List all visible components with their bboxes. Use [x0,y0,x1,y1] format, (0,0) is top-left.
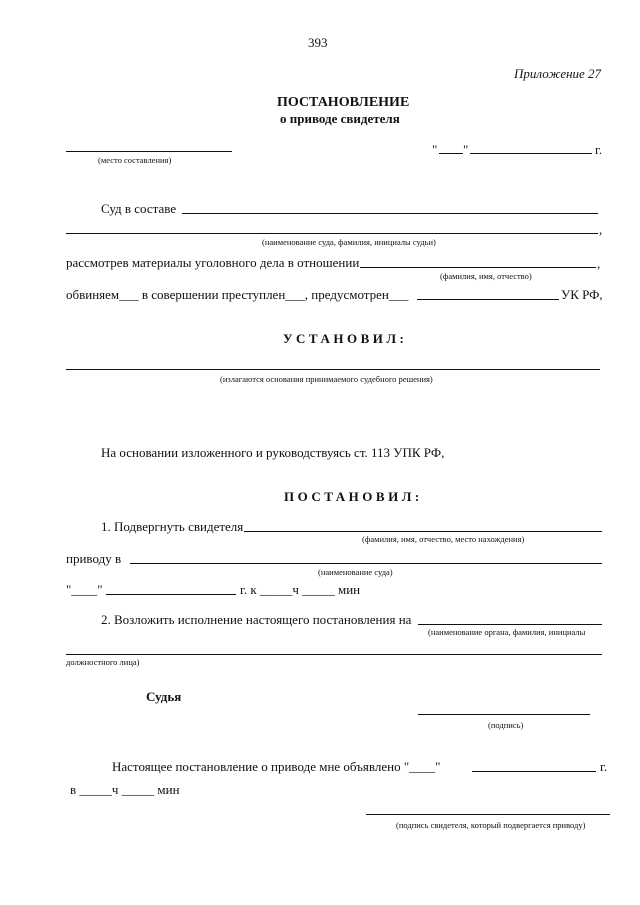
place-caption: (место составления) [98,155,172,165]
date2-month-line [106,594,236,595]
announce-text: Настоящее постановление о приводе мне объявлено "____" [112,759,441,774]
drive-label: приводу в [66,551,122,566]
witness-caption: (подпись свидетеля, который подвергается приводу) [396,820,586,830]
court-caption: (наименование суда, фамилия, инициалы судьи) [262,237,436,247]
item1-caption: (фамилия, имя, отчество, место нахождения) [362,534,525,544]
date2-time: г. к _____ч _____ мин [240,582,361,597]
witness-signature-line [366,814,610,815]
grounds-caption: (излагаются основания принимаемого судебного решения) [220,374,433,384]
announce-month-line [472,771,596,772]
basis-text: На основании изложенного и руководствуясь ст. 113 УПК РФ, [101,445,445,460]
uk-text: УК РФ, [561,287,603,302]
item2-caption-a: (наименование органа, фамилия, инициалы [428,627,586,637]
judge-label: Судья [146,689,182,704]
drive-line [130,563,602,564]
decreed-heading: ПОСТАНОВИЛ: [284,489,423,504]
page-number: 393 [308,35,328,50]
date2-prefix: "____" [66,582,103,597]
item2-caption-b: должностного лица) [66,657,140,667]
established-heading: УСТАНОВИЛ: [283,331,408,346]
signature-line [418,714,590,715]
fio-caption: (фамилия, имя, отчество) [440,271,532,281]
date-month-line [470,153,592,154]
item2-line-2 [66,654,602,655]
item2-text: 2. Возложить исполнение настоящего постановления на [101,612,412,627]
place-line [66,151,232,152]
date-quote-close: " [463,142,469,157]
item2-line [418,624,602,625]
court-line-comma: , [599,222,603,237]
date-day-line [439,153,463,154]
date-year-suffix: г. [595,142,603,157]
article-line [417,299,559,300]
court-label: Суд в составе [101,201,177,216]
item1-text: 1. Подвергнуть свидетеля [101,519,244,534]
document-subtitle: о приводе свидетеля [280,111,400,126]
court-line-2 [66,233,598,234]
fio-line [360,267,596,268]
fio-line-comma: , [597,256,601,271]
appendix-label: Приложение 27 [514,66,602,81]
court-name-caption: (наименование суда) [318,567,393,577]
court-line-1 [182,213,598,214]
date-quote-open: " [432,142,438,157]
announce-year: г. [600,759,608,774]
time-text: в _____ч _____ мин [70,782,180,797]
signature-caption: (подпись) [488,720,524,730]
document-title: ПОСТАНОВЛЕНИЕ [277,95,410,110]
item1-line [244,531,602,532]
considered-text: рассмотрев материалы уголовного дела в отношении [66,255,360,270]
accused-text: обвиняем___ в совершении преступлен___, предусмотрен___ [66,287,409,302]
grounds-line [66,369,600,370]
